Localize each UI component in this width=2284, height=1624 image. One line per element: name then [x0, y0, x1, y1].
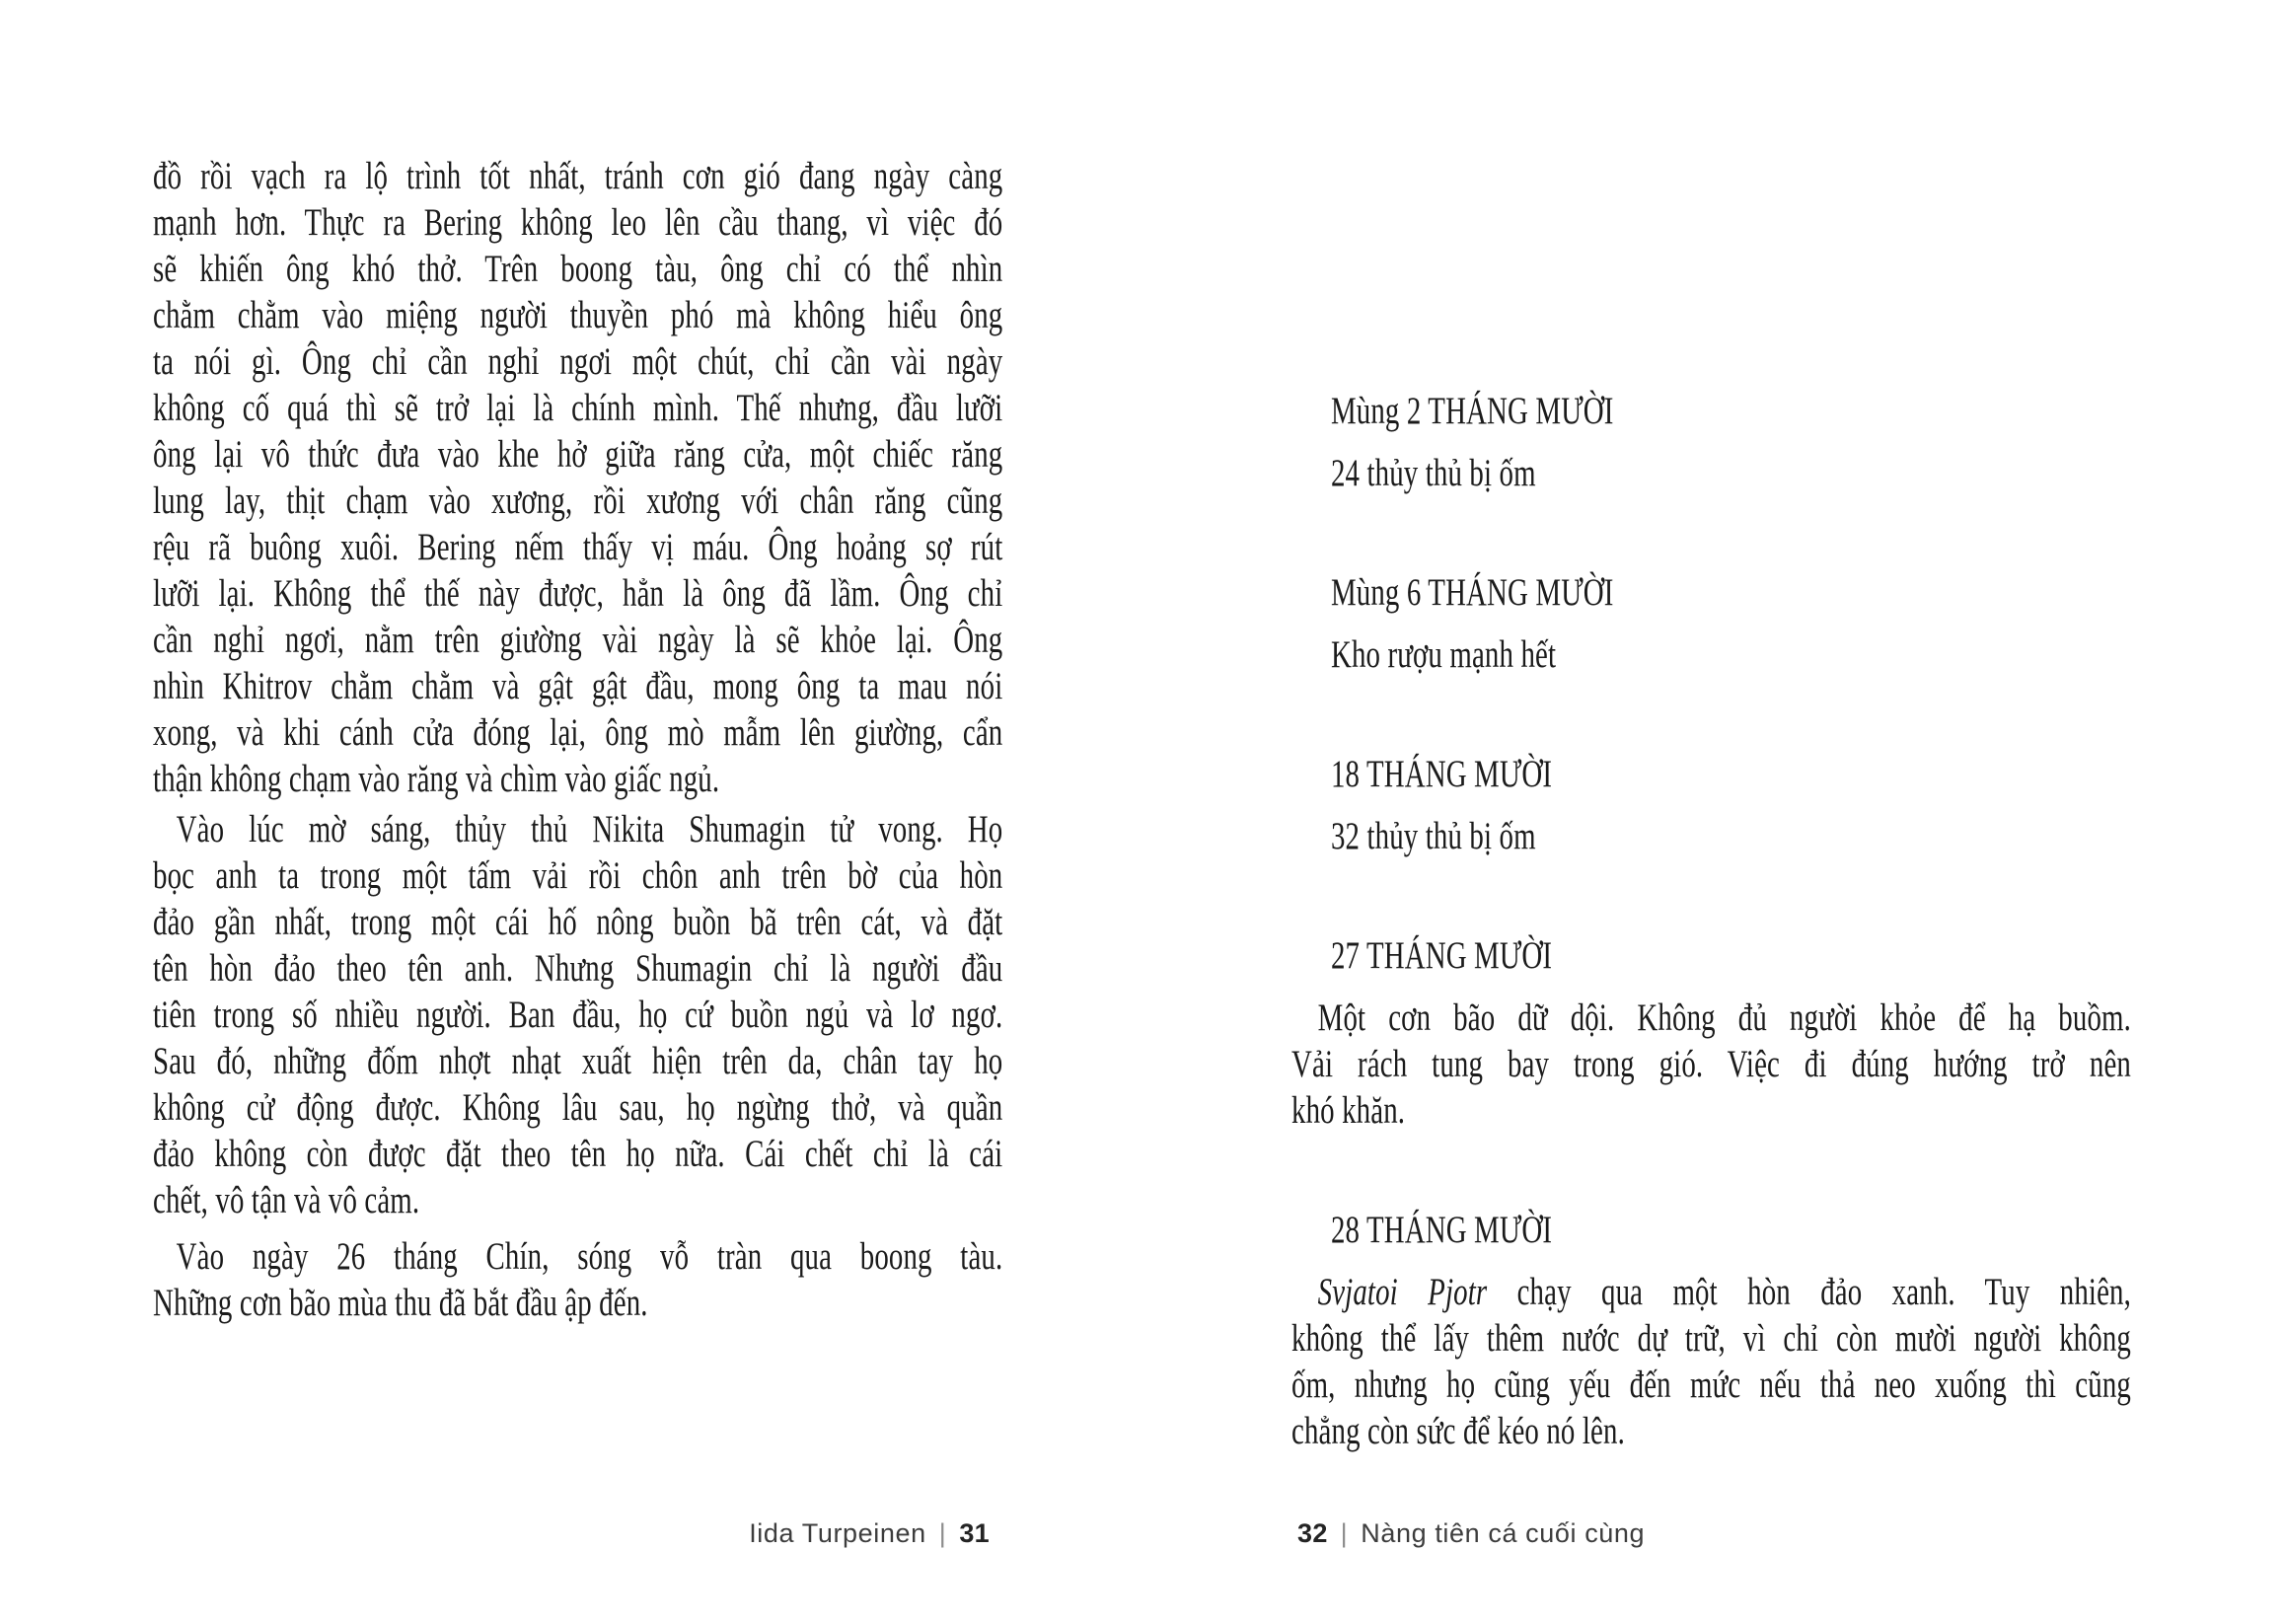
text-line: không cử động được. Không lâu sau, họ ngừng thở, và quần	[153, 1086, 1003, 1129]
diary-entry	[1291, 751, 2131, 859]
footer-separator: |	[938, 1518, 947, 1548]
body-paragraph	[153, 1233, 1002, 1326]
page-number: 32	[1297, 1518, 1328, 1548]
diary-entry-body	[1291, 631, 2131, 678]
text-line: 32 thủy thủ bị ốm	[1330, 815, 1536, 857]
text-line: 24 thủy thủ bị ốm	[1330, 452, 1536, 494]
right-page-text	[1291, 388, 2131, 1454]
text-line: không cố quá thì sẽ trở lại là chính mình. Thế nhưng, đầu lưỡi	[153, 387, 1003, 429]
diary-entry-date: Mùng 2 THÁNG MƯỜI	[1330, 390, 1614, 432]
text-line: mạnh hơn. Thực ra Bering không leo lên cầu thang, vì việc đó	[153, 201, 1003, 244]
text-line: Một cơn bão dữ dội. Không đủ người khỏe để hạ buồm.	[1317, 997, 2131, 1039]
text-line: lung lay, thịt chạm vào xương, rồi xương với chân răng cũng	[153, 480, 1003, 522]
text-line: chằm chằm vào miệng người thuyền phó mà không hiểu ông	[153, 294, 1003, 336]
text-line: lưỡi lại. Không thể thế này được, hẳn là ông đã lầm. Ông chỉ	[153, 572, 1003, 615]
diary-entry	[1291, 388, 2131, 496]
text-line: ta nói gì. Ông chỉ cần nghỉ ngơi một chút, chỉ cần vài ngày	[153, 340, 1003, 383]
text-line: ông lại vô thức đưa vào khe hở giữa răng cửa, một chiếc răng	[153, 433, 1003, 476]
book-title: Nàng tiên cá cuối cùng	[1361, 1518, 1646, 1548]
text-line: khó khăn.	[1291, 1089, 1406, 1132]
text-line: cần nghỉ ngơi, nằm trên giường vài ngày là sẽ khỏe lại. Ông	[153, 619, 1003, 661]
text-line: đảo không còn được đặt theo tên họ nữa. Cái chết chỉ là cái	[153, 1133, 1003, 1175]
text-line: xong, và khi cánh cửa đóng lại, ông mò mẫm lên giường, cẩn	[153, 711, 1003, 754]
text-line: sẽ khiến ông khó thở. Trên boong tàu, ông chỉ có thể nhìn	[153, 248, 1003, 290]
body-paragraph	[153, 806, 1002, 1223]
text-line: ốm, nhưng họ cũng yếu đến mức nếu thả neo xuống thì cũng	[1291, 1364, 2131, 1406]
text-line: Kho rượu mạnh hết	[1330, 633, 1557, 676]
right-page-footer	[1297, 1517, 1645, 1549]
text-line: không thể lấy thêm nước dự trữ, vì chỉ còn mười người không	[1291, 1317, 2131, 1360]
diary-entry-date: 28 THÁNG MƯỜI	[1330, 1209, 1553, 1251]
diary-entry-body	[1291, 1269, 2131, 1454]
text-line: tên hòn đảo theo tên anh. Nhưng Shumagin chỉ là người đầu	[153, 947, 1003, 990]
text-line: chẳng còn sức để kéo nó lên.	[1291, 1410, 1625, 1452]
body-paragraph	[153, 153, 1002, 802]
ship-name-italic: Svjatoi Pjotr	[1317, 1271, 1488, 1313]
text-line: Những cơn bão mùa thu đã bắt đầu ập đến.	[153, 1282, 648, 1324]
diary-entry	[1291, 1207, 2131, 1454]
text-line: đảo gần nhất, trong một cái hố nông buồn bã trên cát, và đặt	[153, 901, 1003, 943]
diary-entry	[1291, 932, 2131, 1134]
diary-entry-date: 27 THÁNG MƯỜI	[1330, 934, 1553, 977]
text-line: Vào ngày 26 tháng Chín, sóng vỗ tràn qua boong tàu.	[176, 1235, 1003, 1278]
footer-separator: |	[1340, 1518, 1349, 1548]
text-line: thận không chạm vào răng và chìm vào giấc ngủ.	[153, 758, 720, 800]
diary-entry	[1291, 569, 2131, 678]
diary-entry-date: 18 THÁNG MƯỜI	[1330, 753, 1553, 795]
text-line: Vào lúc mờ sáng, thủy thủ Nikita Shumagin tử vong. Họ	[176, 808, 1003, 850]
diary-entry-body	[1291, 450, 2131, 496]
text-line: Vải rách tung bay trong gió. Việc đi đúng hướng trở nên	[1291, 1043, 2131, 1085]
diary-entry-body	[1291, 995, 2131, 1134]
text-line: chết, vô tận và vô cảm.	[153, 1179, 420, 1221]
text-line: tiên trong số nhiều người. Ban đầu, họ cứ buồn ngủ và lơ ngơ.	[153, 994, 1003, 1036]
diary-entry-date: Mùng 6 THÁNG MƯỜI	[1330, 571, 1614, 614]
text-line: bọc anh ta trong một tấm vải rồi chôn anh trên bờ của hòn	[153, 854, 1003, 897]
page-number: 31	[959, 1518, 990, 1548]
text-line: Svjatoi Pjotr chạy qua một hòn đảo xanh. Tuy nhiên,	[1317, 1271, 2131, 1313]
text-line: nhìn Khitrov chằm chằm và gật gật đầu, mong ông ta mau nói	[153, 665, 1003, 707]
left-page-footer	[153, 1517, 990, 1549]
left-page-text	[153, 153, 1002, 1326]
author-name: Iida Turpeinen	[749, 1518, 926, 1548]
diary-entry-body	[1291, 813, 2131, 859]
text-line: Sau đó, những đốm nhợt nhạt xuất hiện trên da, chân tay họ	[153, 1040, 1003, 1082]
text-line: đồ rồi vạch ra lộ trình tốt nhất, tránh cơn gió đang ngày càng	[153, 155, 1003, 197]
text-line: rệu rã buông xuôi. Bering nếm thấy vị máu. Ông hoảng sợ rút	[153, 526, 1003, 568]
